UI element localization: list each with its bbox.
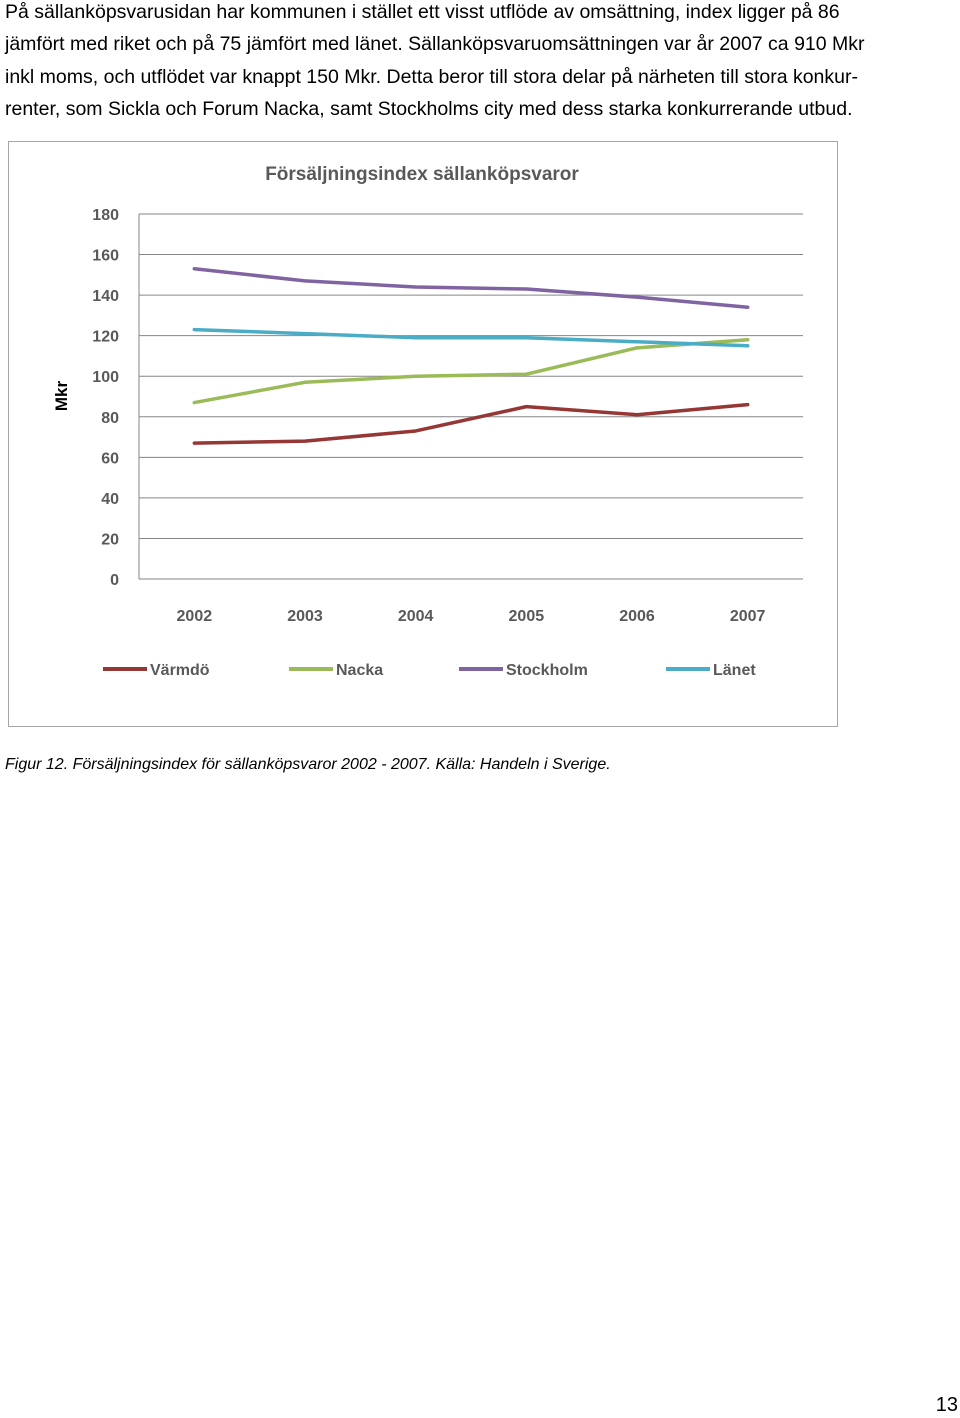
chart-title: Försäljningsindex sällanköpsvaror <box>265 164 579 185</box>
chart-canvas <box>9 142 837 726</box>
data-point <box>746 306 749 309</box>
x-tick-label: 2007 <box>729 608 766 625</box>
series-line-stockholm <box>194 269 747 308</box>
paragraph-line-1: På sällanköpsvarusidan har kommunen i stället ett visst utflöde av omsättning, index ligger på 86 <box>5 1 840 23</box>
data-point <box>193 328 196 331</box>
data-point <box>525 288 528 291</box>
x-tick-label: 2006 <box>619 608 655 625</box>
y-axis-label: Mkr <box>52 380 71 412</box>
data-point <box>304 381 307 384</box>
data-point <box>636 340 639 343</box>
figure-caption: Figur 12. Försäljningsindex för sällanköpsvaror 2002 - 2007. Källa: Handeln i Sverige. <box>5 756 611 773</box>
paragraph-line-4: renter, som Sickla och Forum Nacka, samt Stockholms city med dess starka konkurrerande utbud. <box>5 97 853 120</box>
y-tick-label: 60 <box>101 450 119 468</box>
y-tick-label: 160 <box>92 247 119 265</box>
data-point <box>636 296 639 299</box>
data-point <box>193 267 196 270</box>
data-point <box>525 336 528 339</box>
x-tick-label: 2002 <box>176 608 213 625</box>
paragraph-line-3: inkl moms, och utflödet var knappt 150 Mkr. Detta beror till stora delar på närheten till stora konkur- <box>5 65 858 88</box>
data-point <box>525 373 528 376</box>
page-number: 13 <box>935 1394 958 1416</box>
paragraph-line-2: jämfört med riket och på 75 jämfört med länet. Sällanköpsvaruomsättningen var år 2007 ca 910 Mkr <box>5 33 865 56</box>
data-point <box>414 429 417 432</box>
x-tick-label: 2004 <box>397 608 434 625</box>
series-line-l-net <box>194 330 747 346</box>
data-point <box>414 336 417 339</box>
data-point <box>746 344 749 347</box>
data-point <box>525 405 528 408</box>
y-tick-label: 120 <box>92 328 119 346</box>
y-tick-label: 40 <box>101 490 119 508</box>
data-point <box>636 413 639 416</box>
data-point <box>414 286 417 289</box>
line-chart <box>8 141 838 727</box>
y-tick-label: 100 <box>92 369 119 387</box>
y-tick-label: 20 <box>101 531 119 549</box>
data-point <box>304 440 307 443</box>
data-point <box>746 338 749 341</box>
y-tick-label: 80 <box>101 409 119 427</box>
data-point <box>304 332 307 335</box>
series-line-v-rmd- <box>194 405 747 444</box>
y-tick-label: 140 <box>92 288 119 306</box>
data-point <box>414 375 417 378</box>
legend-label: Länet <box>713 662 756 679</box>
data-point <box>636 346 639 349</box>
legend-label: Nacka <box>336 662 384 679</box>
data-point <box>193 401 196 404</box>
body-paragraph <box>5 0 957 125</box>
y-tick-label: 180 <box>92 207 119 224</box>
data-point <box>746 403 749 406</box>
x-tick-label: 2005 <box>508 608 545 625</box>
data-point <box>304 279 307 282</box>
x-tick-label: 2003 <box>287 608 323 625</box>
data-point <box>193 442 196 445</box>
y-tick-label: 0 <box>110 572 119 589</box>
legend-label: Värmdö <box>150 662 210 679</box>
series-line-nacka <box>194 340 747 403</box>
legend-label: Stockholm <box>506 662 588 679</box>
